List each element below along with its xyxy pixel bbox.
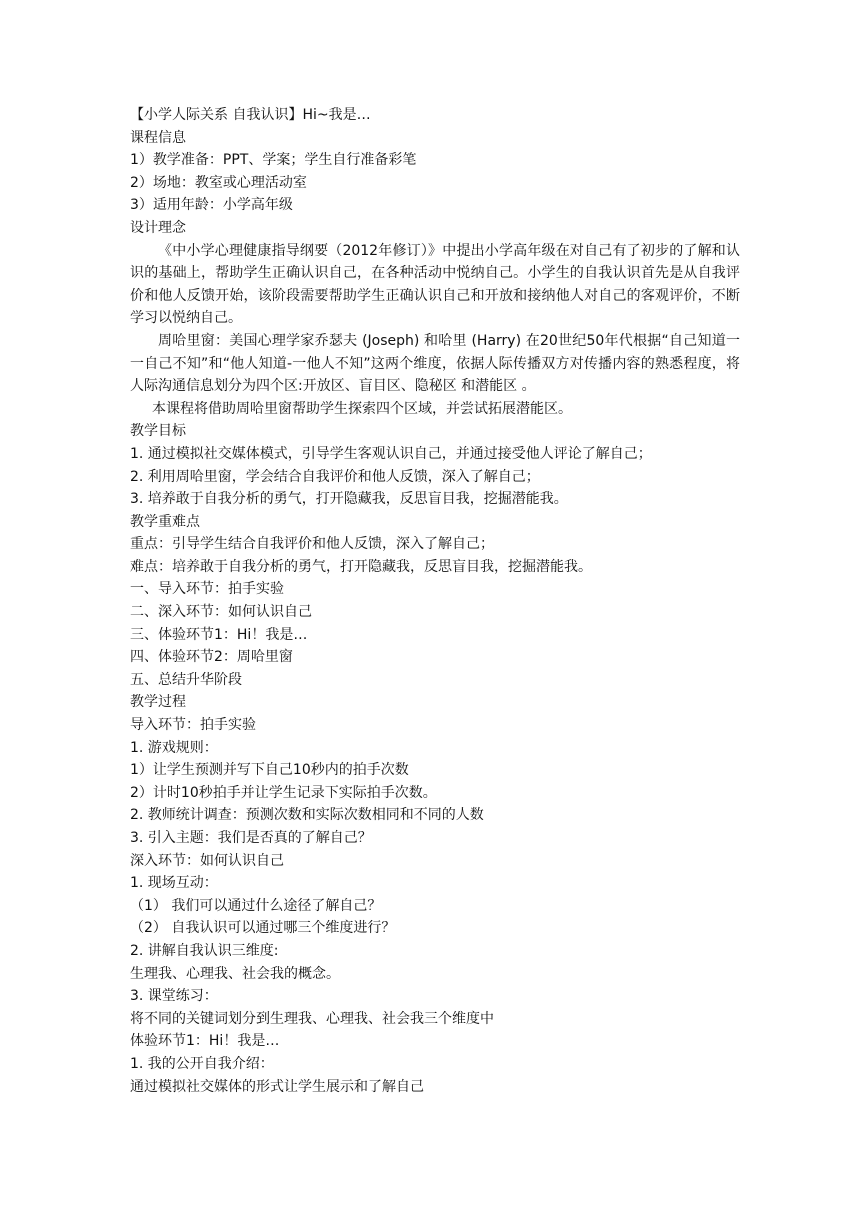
list-item: 1. 通过模拟社交媒体模式，引导学生客观认识自己，并通过接受他人评论了解自己； [130,445,652,462]
list-item: 1）让学生预测并写下自己10秒内的拍手次数 [130,762,409,779]
list-item: 1. 我的公开自我介绍： [130,1055,274,1072]
list-item: 3. 培养敢于自我分析的勇气，打开隐藏我，反思盲目我，挖掘潜能我。 [130,491,568,508]
list-item: 2）计时10秒拍手并让学生记录下实际拍手次数。 [130,784,437,801]
list-item: （1） 我们可以通过什么途径了解自己？ [130,897,382,914]
heading-teaching-goals: 教学目标 [130,423,186,440]
paragraph-course-purpose: 本课程将借助周哈里窗帮助学生探索四个区域，并尝试拓展潜能区。 [152,400,572,417]
list-item: 1. 游戏规则： [130,739,218,756]
text-line: 3）适用年龄：小学高年级 [130,197,293,214]
text-line: 2）场地：教室或心理活动室 [130,174,307,191]
text-line: 将不同的关键词划分到生理我、心理我、社会我三个维度中 [130,1010,494,1027]
section-heading: 深入环节：如何认识自己 [130,852,284,869]
heading-course-info: 课程信息 [130,129,186,146]
text-line: 重点：引导学生结合自我评价和他人反馈，深入了解自己； [130,536,494,553]
text-line: 生理我、心理我、社会我的概念。 [130,965,340,982]
heading-key-points: 教学重难点 [130,513,200,530]
outline-item: 三、体验环节1：Hi！我是… [130,626,308,643]
section-heading: 体验环节1：Hi！我是… [130,1033,280,1050]
list-item: 3. 引入主题：我们是否真的了解自己？ [130,830,372,846]
document-title: 【小学人际关系 自我认识】Hi~我是… [130,107,371,123]
list-item: 2. 教师统计调查：预测次数和实际次数相同和不同的人数 [130,807,484,824]
list-item: 2. 讲解自我认识三维度: [130,942,279,959]
outline-item: 二、深入环节：如何认识自己 [130,604,312,621]
section-heading: 导入环节：拍手实验 [130,717,256,734]
outline-item: 五、总结升华阶段 [130,671,242,688]
text-line: 通过模拟社交媒体的形式让学生展示和了解自己 [130,1078,424,1095]
outline-item: 一、导入环节：拍手实验 [130,581,284,598]
text-line: 难点：培养敢于自我分析的勇气，打开隐藏我，反思盲目我，挖掘潜能我。 [130,558,592,575]
list-item: 1. 现场互动： [130,875,218,892]
outline-item: 四、体验环节2：周哈里窗 [130,649,293,666]
paragraph-johari-window: 周哈里窗：美国心理学家乔瑟夫 (Joseph) 和哈里 (Harry) 在20世纪50年代根据“自己知道一一自己不知”和“他人知道-一他人不知”这两个维度，依据人际传播双方对传播内容的熟悉程度，将人际沟通信息划分为四个区:开放区、盲目区、隐秘区 和潜能区 。 [130,332,740,395]
paragraph-design-concept: 《中小学心理健康指导纲要（2012年修订）》中提出小学高年级在对自己有了初步的了解和认识的基础上，帮助学生正确认识自己，在各种活动中悦纳自己。小学生的自我认识首先是从自我评价和他人反馈开始，该阶段需要帮助学生正确认识自己和开放和接纳他人对自己的客观评价，不断学习以悦纳自己。 [130,242,740,327]
heading-design-concept: 设计理念 [130,219,186,236]
heading-teaching-process: 教学过程 [130,694,186,711]
list-item: 3. 课堂练习： [130,988,218,1005]
list-item: 2. 利用周哈里窗，学会结合自我评价和他人反馈，深入了解自己； [130,468,540,485]
text-line: 1）教学准备：PPT、学案；学生自行准备彩笔 [130,152,417,169]
list-item: （2） 自我认识可以通过哪三个维度进行？ [130,920,396,937]
